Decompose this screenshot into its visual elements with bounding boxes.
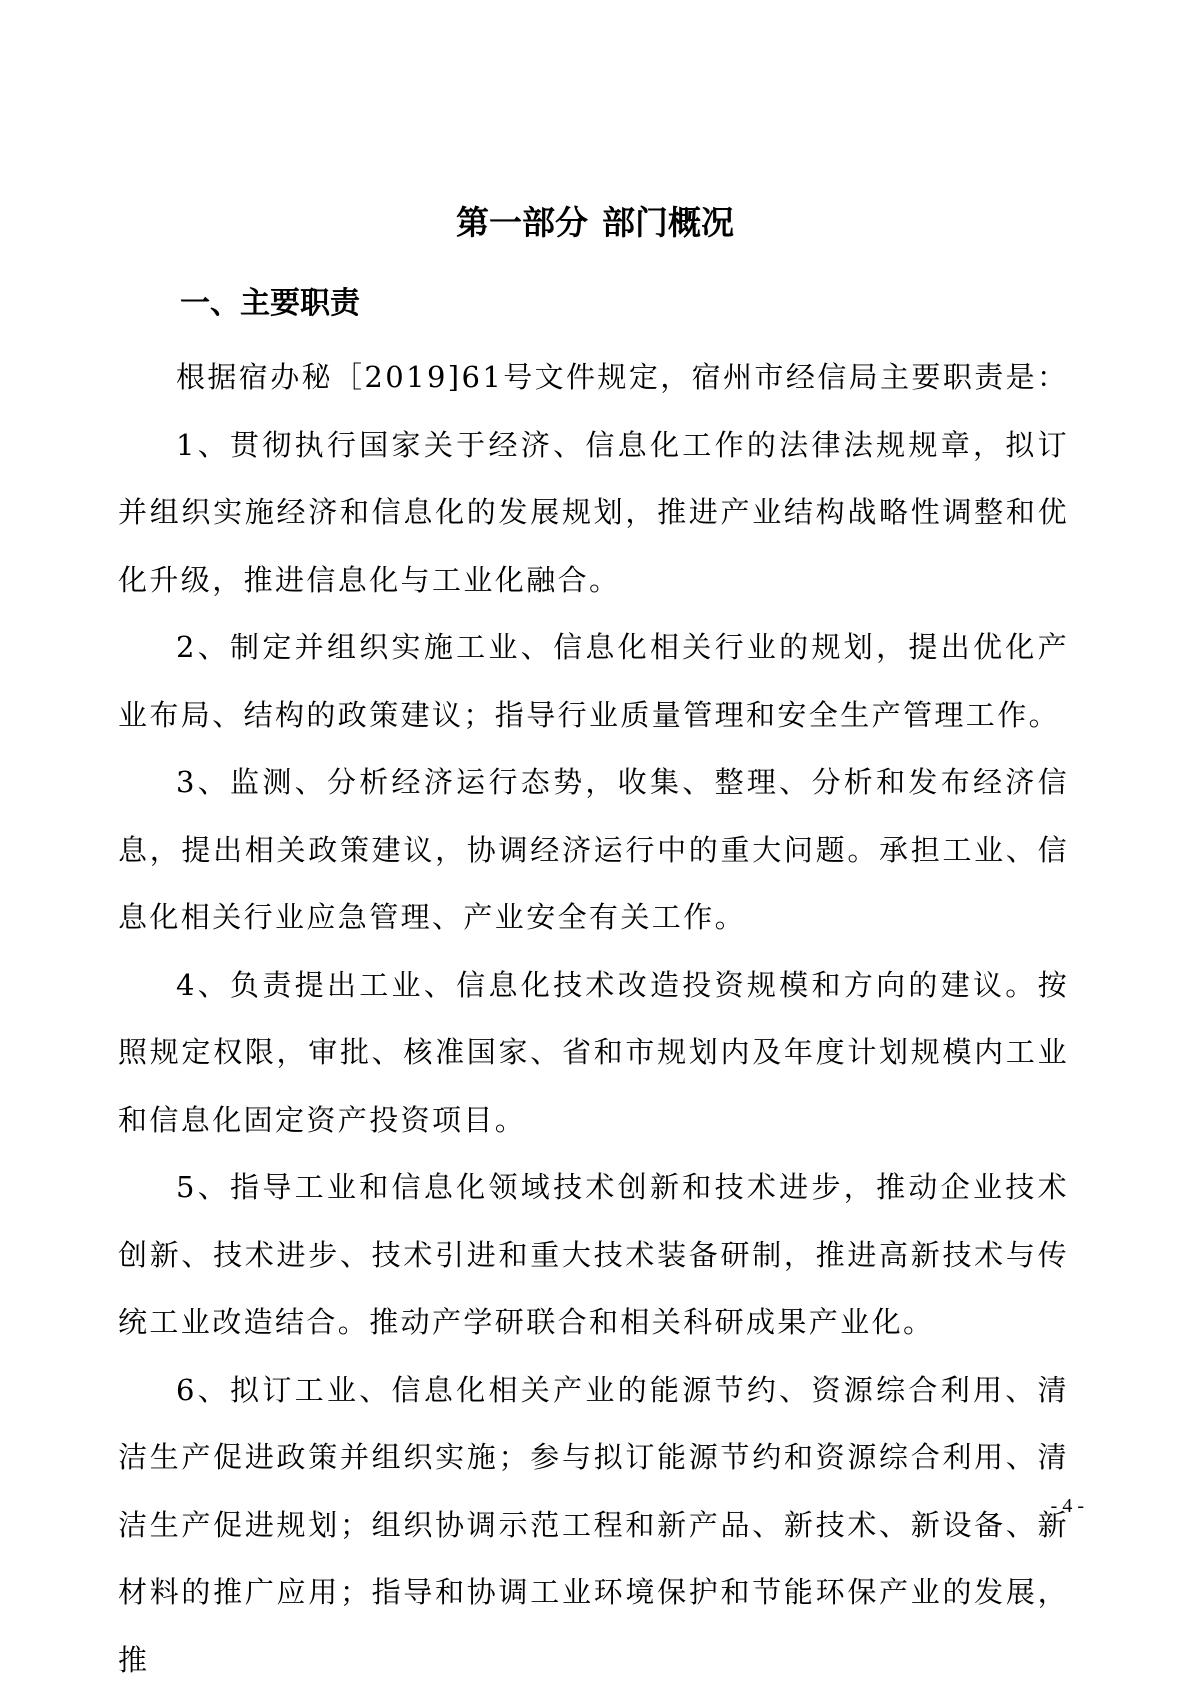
paragraph-duty-1: 1、贯彻执行国家关于经济、信息化工作的法律法规规章，拟订并组织实施经济和信息化的发展规划，推进产业结构战略性调整和优化升级，推进信息化与工业化融合。 — [118, 412, 1069, 615]
title-part: 第一部分 — [456, 203, 588, 242]
paragraph-intro: 根据宿办秘［2019]61号文件规定，宿州市经信局主要职责是： — [118, 344, 1069, 412]
paragraph-duty-5: 5、指导工业和信息化领域技术创新和技术进步，推动企业技术创新、技术进步、技术引进和重大技术装备研制，推进高新技术与传统工业改造结合。推动产学研联合和相关科研成果产业化。 — [118, 1154, 1069, 1357]
paragraph-duty-3: 3、监测、分析经济运行态势，收集、整理、分析和发布经济信息，提出相关政策建议，协调经济运行中的重大问题。承担工业、信息化相关行业应急管理、产业安全有关工作。 — [118, 749, 1069, 952]
body-text — [118, 344, 1069, 1694]
paragraph-duty-6: 6、拟订工业、信息化相关产业的能源节约、资源综合利用、清洁生产促进政策并组织实施；参与拟订能源节约和资源综合利用、清洁生产促进规划；组织协调示范工程和新产品、新技术、新设备、新材料的推广应用；指导和协调工业环境保护和节能环保产业的发展，推 — [118, 1357, 1069, 1694]
page-number: - 4 - — [1051, 1493, 1084, 1519]
paragraph-duty-4: 4、负责提出工业、信息化技术改造投资规模和方向的建议。按照规定权限，审批、核准国家、省和市规划内及年度计划规模内工业和信息化固定资产投资项目。 — [118, 952, 1069, 1155]
paragraph-duty-2: 2、制定并组织实施工业、信息化相关行业的规划，提出优化产业布局、结构的政策建议；指导行业质量管理和安全生产管理工作。 — [118, 614, 1069, 749]
section-heading: 一、主要职责 — [180, 283, 360, 325]
title-name: 部门概况 — [602, 203, 734, 242]
page-title — [0, 200, 1190, 246]
